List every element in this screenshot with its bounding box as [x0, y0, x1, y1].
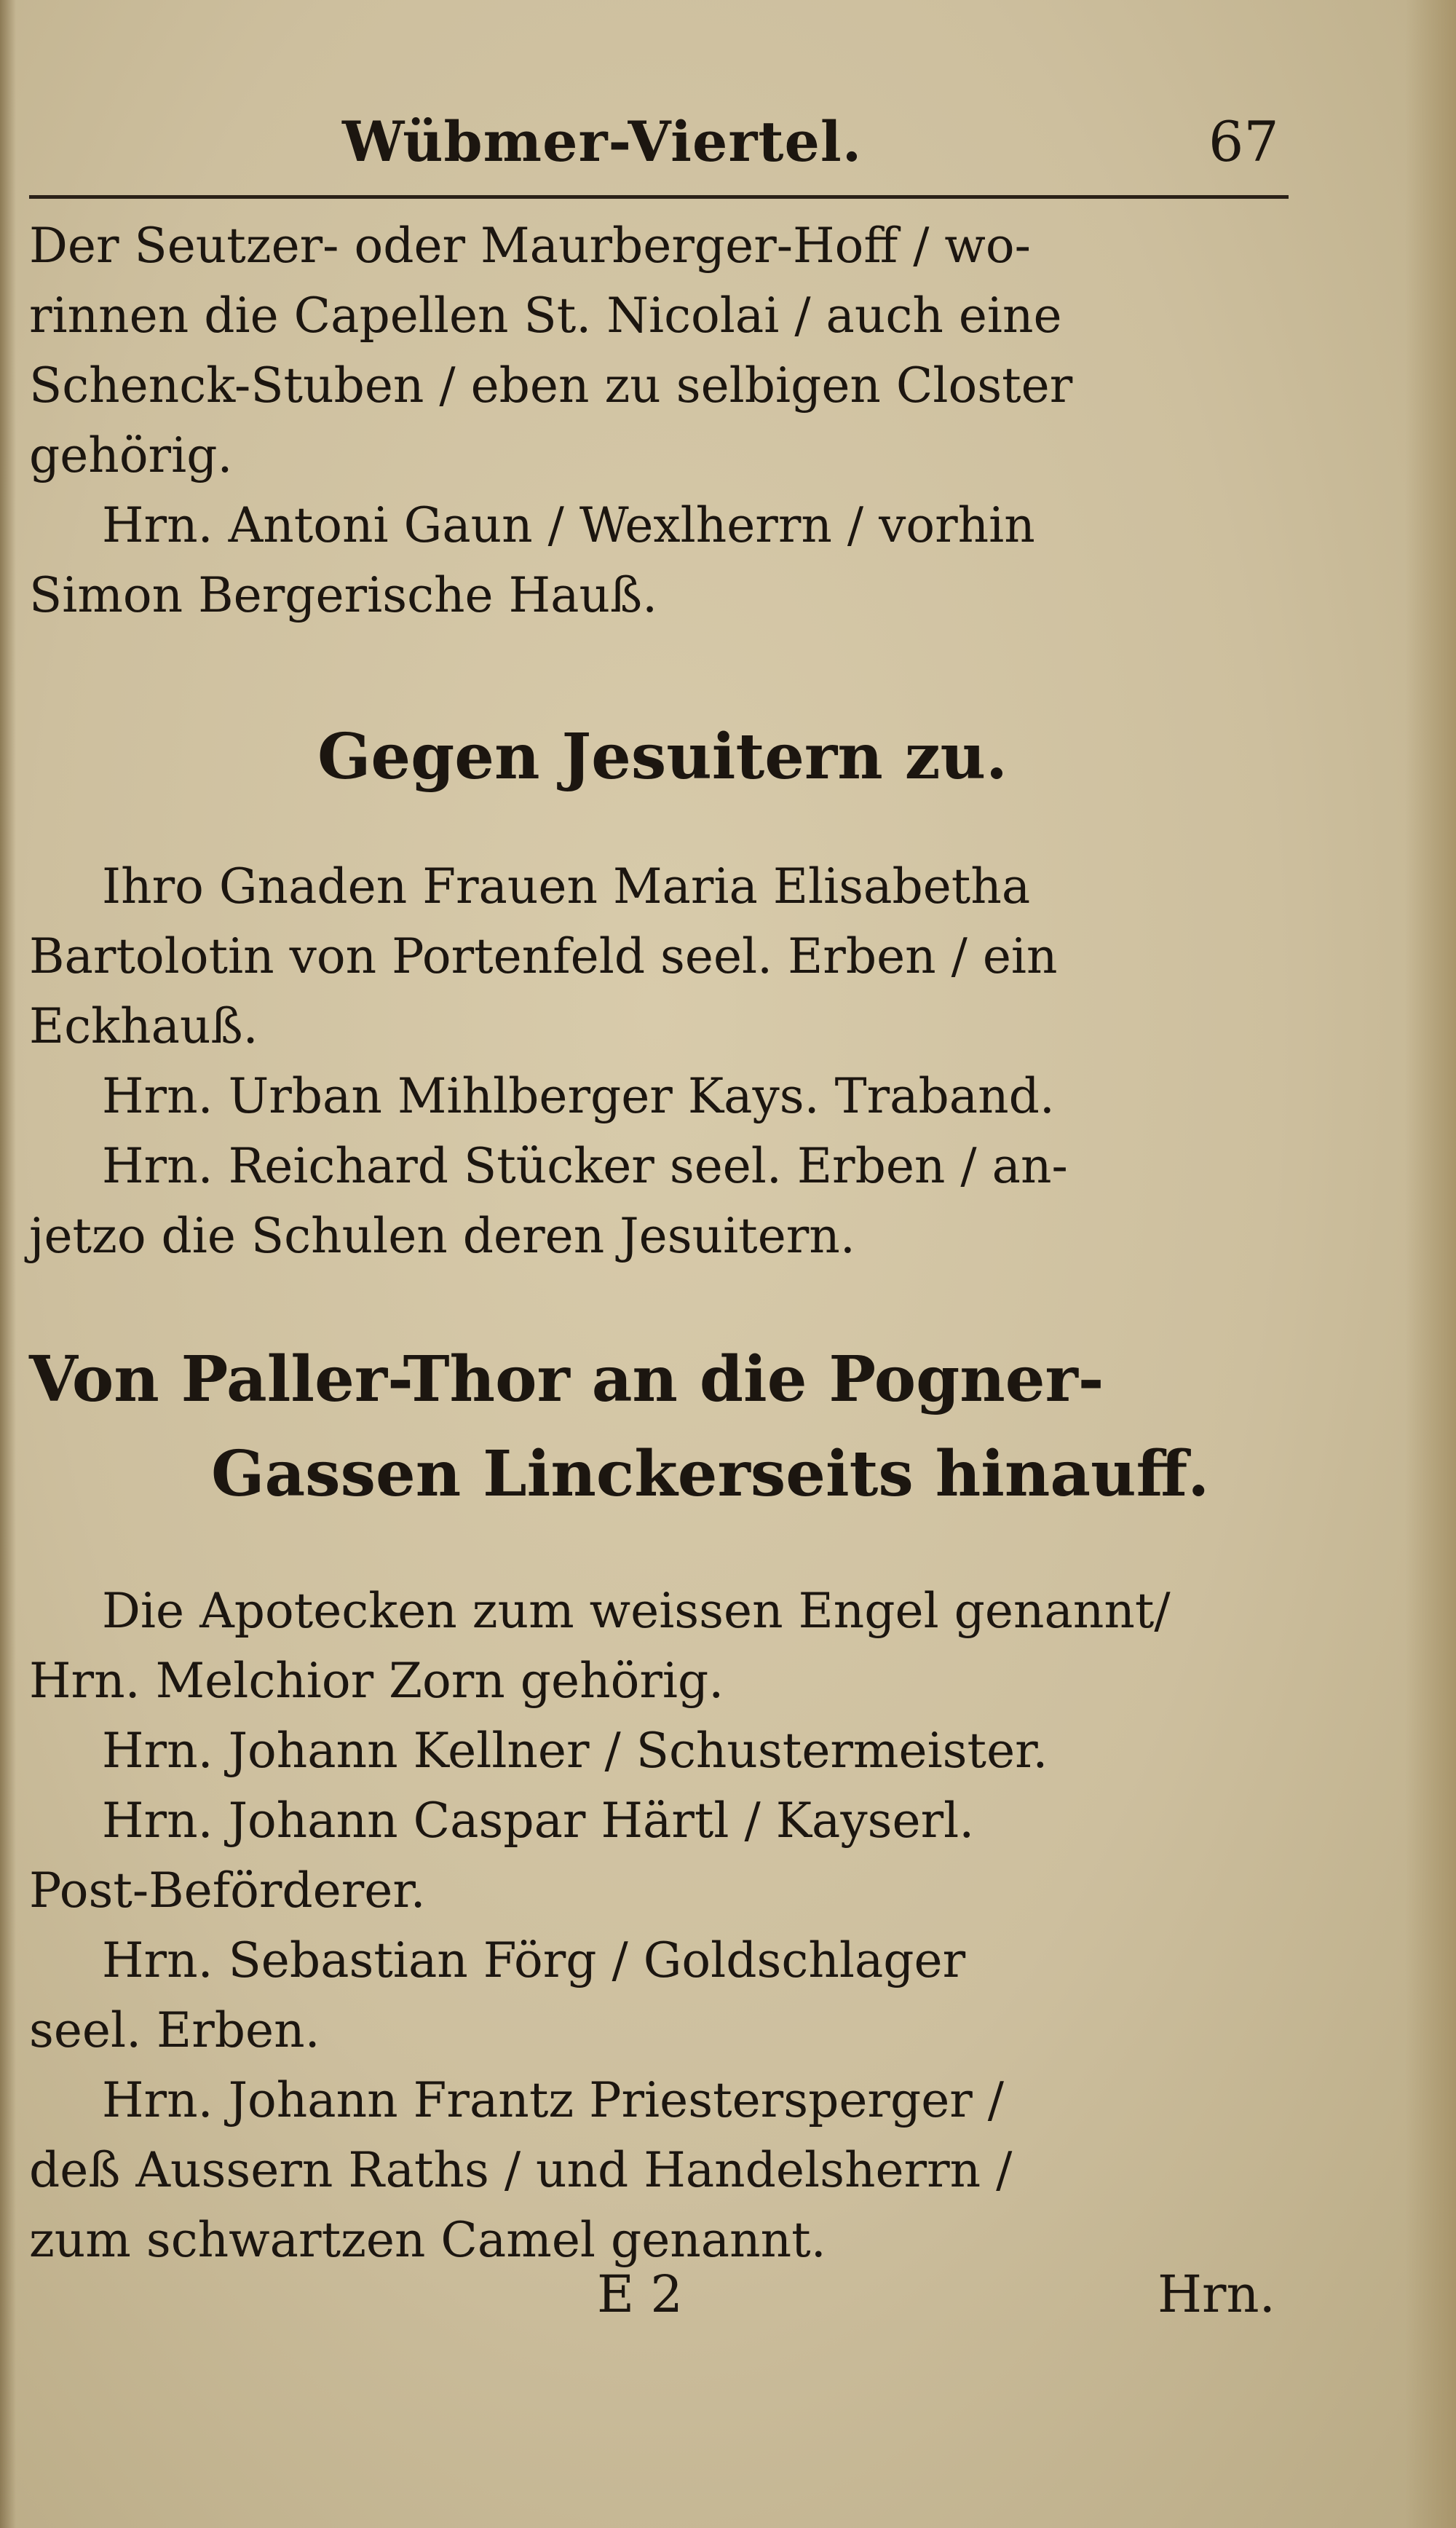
text-line: Hrn. Johann Frantz Priestersperger / — [102, 2072, 1005, 2128]
text-line: Hrn. Johann Kellner / Schustermeister. — [102, 1723, 1048, 1779]
text-line: Eckhauß. — [29, 998, 258, 1054]
text-line: Die Apotecken zum weissen Engel genannt/ — [102, 1583, 1171, 1639]
text-line: Simon Bergerische Hauß. — [29, 567, 658, 623]
section-paller-thor-entries — [29, 1576, 1296, 2275]
text-line: Hrn. Reichard Stücker seel. Erben / an- — [102, 1138, 1068, 1194]
text-line: zum schwartzen Camel genannt. — [29, 2212, 826, 2268]
text-line: Schenck-Stuben / eben zu selbigen Closter — [29, 358, 1073, 414]
text-line: deß Aussern Raths / und Handelsherrn / — [29, 2142, 1013, 2198]
text-line: gehörig. — [29, 427, 233, 483]
section-heading: Gegen Jesuitern zu. — [317, 720, 1008, 794]
intro-entries — [29, 211, 1296, 631]
text-line: Hrn. Johann Caspar Härtl / Kayserl. — [102, 1793, 975, 1849]
text-line: Hrn. Antoni Gaun / Wexlherrn / vorhin — [102, 497, 1035, 553]
signature-mark: E 2 — [597, 2264, 683, 2324]
section-heading-line: Gassen Linckerseits hinauff. — [211, 1437, 1210, 1511]
header-rule — [29, 195, 1289, 199]
section-jesuitern — [29, 710, 1296, 805]
running-head: Wübmer-Viertel. — [342, 109, 863, 174]
catchword: Hrn. — [1158, 2264, 1275, 2324]
text-line: Hrn. Sebastian Förg / Goldschlager — [102, 1932, 966, 1988]
section-heading-line: Von Paller-Thor an die Pogner- — [29, 1343, 1104, 1416]
page-number: 67 — [1208, 109, 1279, 174]
page-edge-shadow-left — [0, 0, 16, 2528]
text-line: Bartolotin von Portenfeld seel. Erben / ein — [29, 928, 1058, 984]
section-paller-thor — [29, 1332, 1296, 1522]
text-line: Hrn. Melchior Zorn gehörig. — [29, 1653, 724, 1709]
text-line: seel. Erben. — [29, 2002, 320, 2058]
text-line: Der Seutzer- oder Maurberger-Hoff / wo- — [29, 218, 1031, 274]
text-line: rinnen die Capellen St. Nicolai / auch eine — [29, 288, 1062, 344]
text-line: jetzo die Schulen deren Jesuitern. — [29, 1208, 855, 1264]
section-jesuitern-entries — [29, 852, 1296, 1271]
page-edge-shadow-right — [1405, 0, 1456, 2528]
text-line: Post-Beförderer. — [29, 1863, 426, 1919]
text-line: Ihro Gnaden Frauen Maria Elisabetha — [102, 858, 1031, 915]
text-line: Hrn. Urban Mihlberger Kays. Traband. — [102, 1068, 1055, 1124]
